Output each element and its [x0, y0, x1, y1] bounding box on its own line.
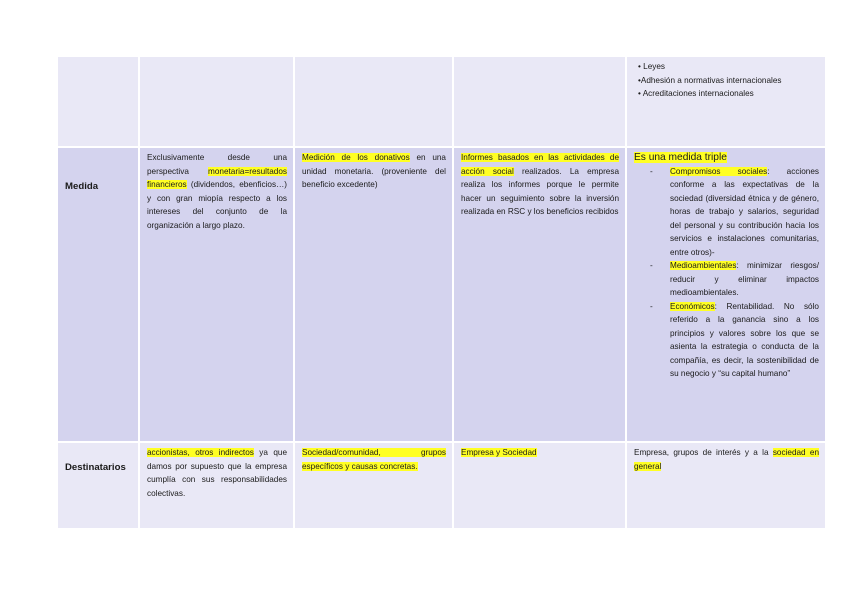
cell-text: en una unidad monetaria. (proveniente del beneficio excedente) — [302, 153, 446, 189]
cell-medida-col2 — [140, 148, 295, 443]
item-text: : Rentabilidad. No sólo referido a la ganancia sino a los principios y valores sobre los que se asienta la estrategia o conducta de la compañía, es decir, la sostenibilidad de su negocio y “su capital humano” — [670, 301, 819, 378]
cell-text: Exclusivamente desde una perspectiva — [147, 153, 287, 176]
cell-empty — [140, 57, 295, 148]
highlighted-text: monetaria=resultados financieros — [147, 166, 287, 189]
list-item — [634, 300, 819, 381]
cell-text: Empresa, grupos de interés y a la — [634, 448, 773, 457]
cell-medida-col3 — [295, 148, 454, 443]
list-item — [634, 259, 819, 300]
dash-marker: - — [650, 261, 653, 270]
cell-text: realizados. La empresa realiza los informes porque le permite hacer un seguimiento sobre la inversión realizada en RSC y los beneficios recibidos — [461, 166, 619, 216]
cell-legal-items — [627, 57, 827, 148]
cell-dest-col2 — [140, 443, 295, 530]
highlighted-text: Económicos — [670, 301, 715, 311]
cell-dest-col4 — [454, 443, 627, 530]
comparison-table — [58, 57, 827, 530]
cell-medida-col5 — [627, 148, 827, 443]
highlighted-text: Informes basados en las actividades de acción social — [461, 153, 619, 176]
highlighted-text: Empresa y Sociedad — [461, 448, 537, 457]
cell-empty — [295, 57, 454, 148]
item-text: : minimizar riesgos/ reducir y eliminar impactos medioambientales. — [670, 261, 819, 297]
cell-medida-col4 — [454, 148, 627, 443]
cell-dest-col3 — [295, 443, 454, 530]
triple-measure-title: Es una medida triple — [634, 152, 727, 163]
table-row-destinatarios — [58, 443, 827, 530]
cell-empty — [454, 57, 627, 148]
list-item: • Acreditaciones internacionales — [638, 89, 754, 98]
row-header-destinatarios: Destinatarios — [58, 443, 140, 530]
dash-marker: - — [650, 301, 653, 311]
cell-text: (dividendos, ebenficios…) y con gran miopía respecto a los intereses del conjunto de la organización a largo plazo. — [147, 180, 287, 230]
highlighted-text: Sociedad/comunidad, grupos específicos y causas concretas. — [302, 448, 446, 471]
cell-dest-col5 — [627, 443, 827, 530]
list-item: •Adhesión a normativas internacionales — [638, 75, 782, 85]
cell-text: ya que damos por supuesto que la empresa cumplía con sus responsabilidades colectivas. — [147, 448, 287, 498]
highlighted-text: Compromisos sociales — [670, 166, 768, 176]
table-row-top — [58, 57, 827, 148]
highlighted-text: sociedad en general — [634, 448, 820, 471]
item-text: : acciones conforme a las expectativas de la sociedad (diversidad étnica y de género, horas de trabajo y salarios, seguridad del personal y su contribución hacia los servicios e instalaciones comunitarias, entre otros)- — [670, 166, 819, 257]
bullet-list — [634, 60, 819, 101]
highlighted-text: Medioambientales — [670, 261, 737, 270]
list-item: • Leyes — [638, 62, 665, 71]
highlighted-text: accionistas, otros indirectos — [147, 448, 254, 457]
dash-list — [634, 165, 819, 381]
list-item — [634, 165, 819, 260]
dash-marker: - — [650, 166, 653, 176]
highlighted-text: Medición de los donativos — [302, 153, 410, 162]
cell-empty — [58, 57, 140, 148]
row-header-medida: Medida — [58, 148, 140, 443]
table-row-medida — [58, 148, 827, 443]
